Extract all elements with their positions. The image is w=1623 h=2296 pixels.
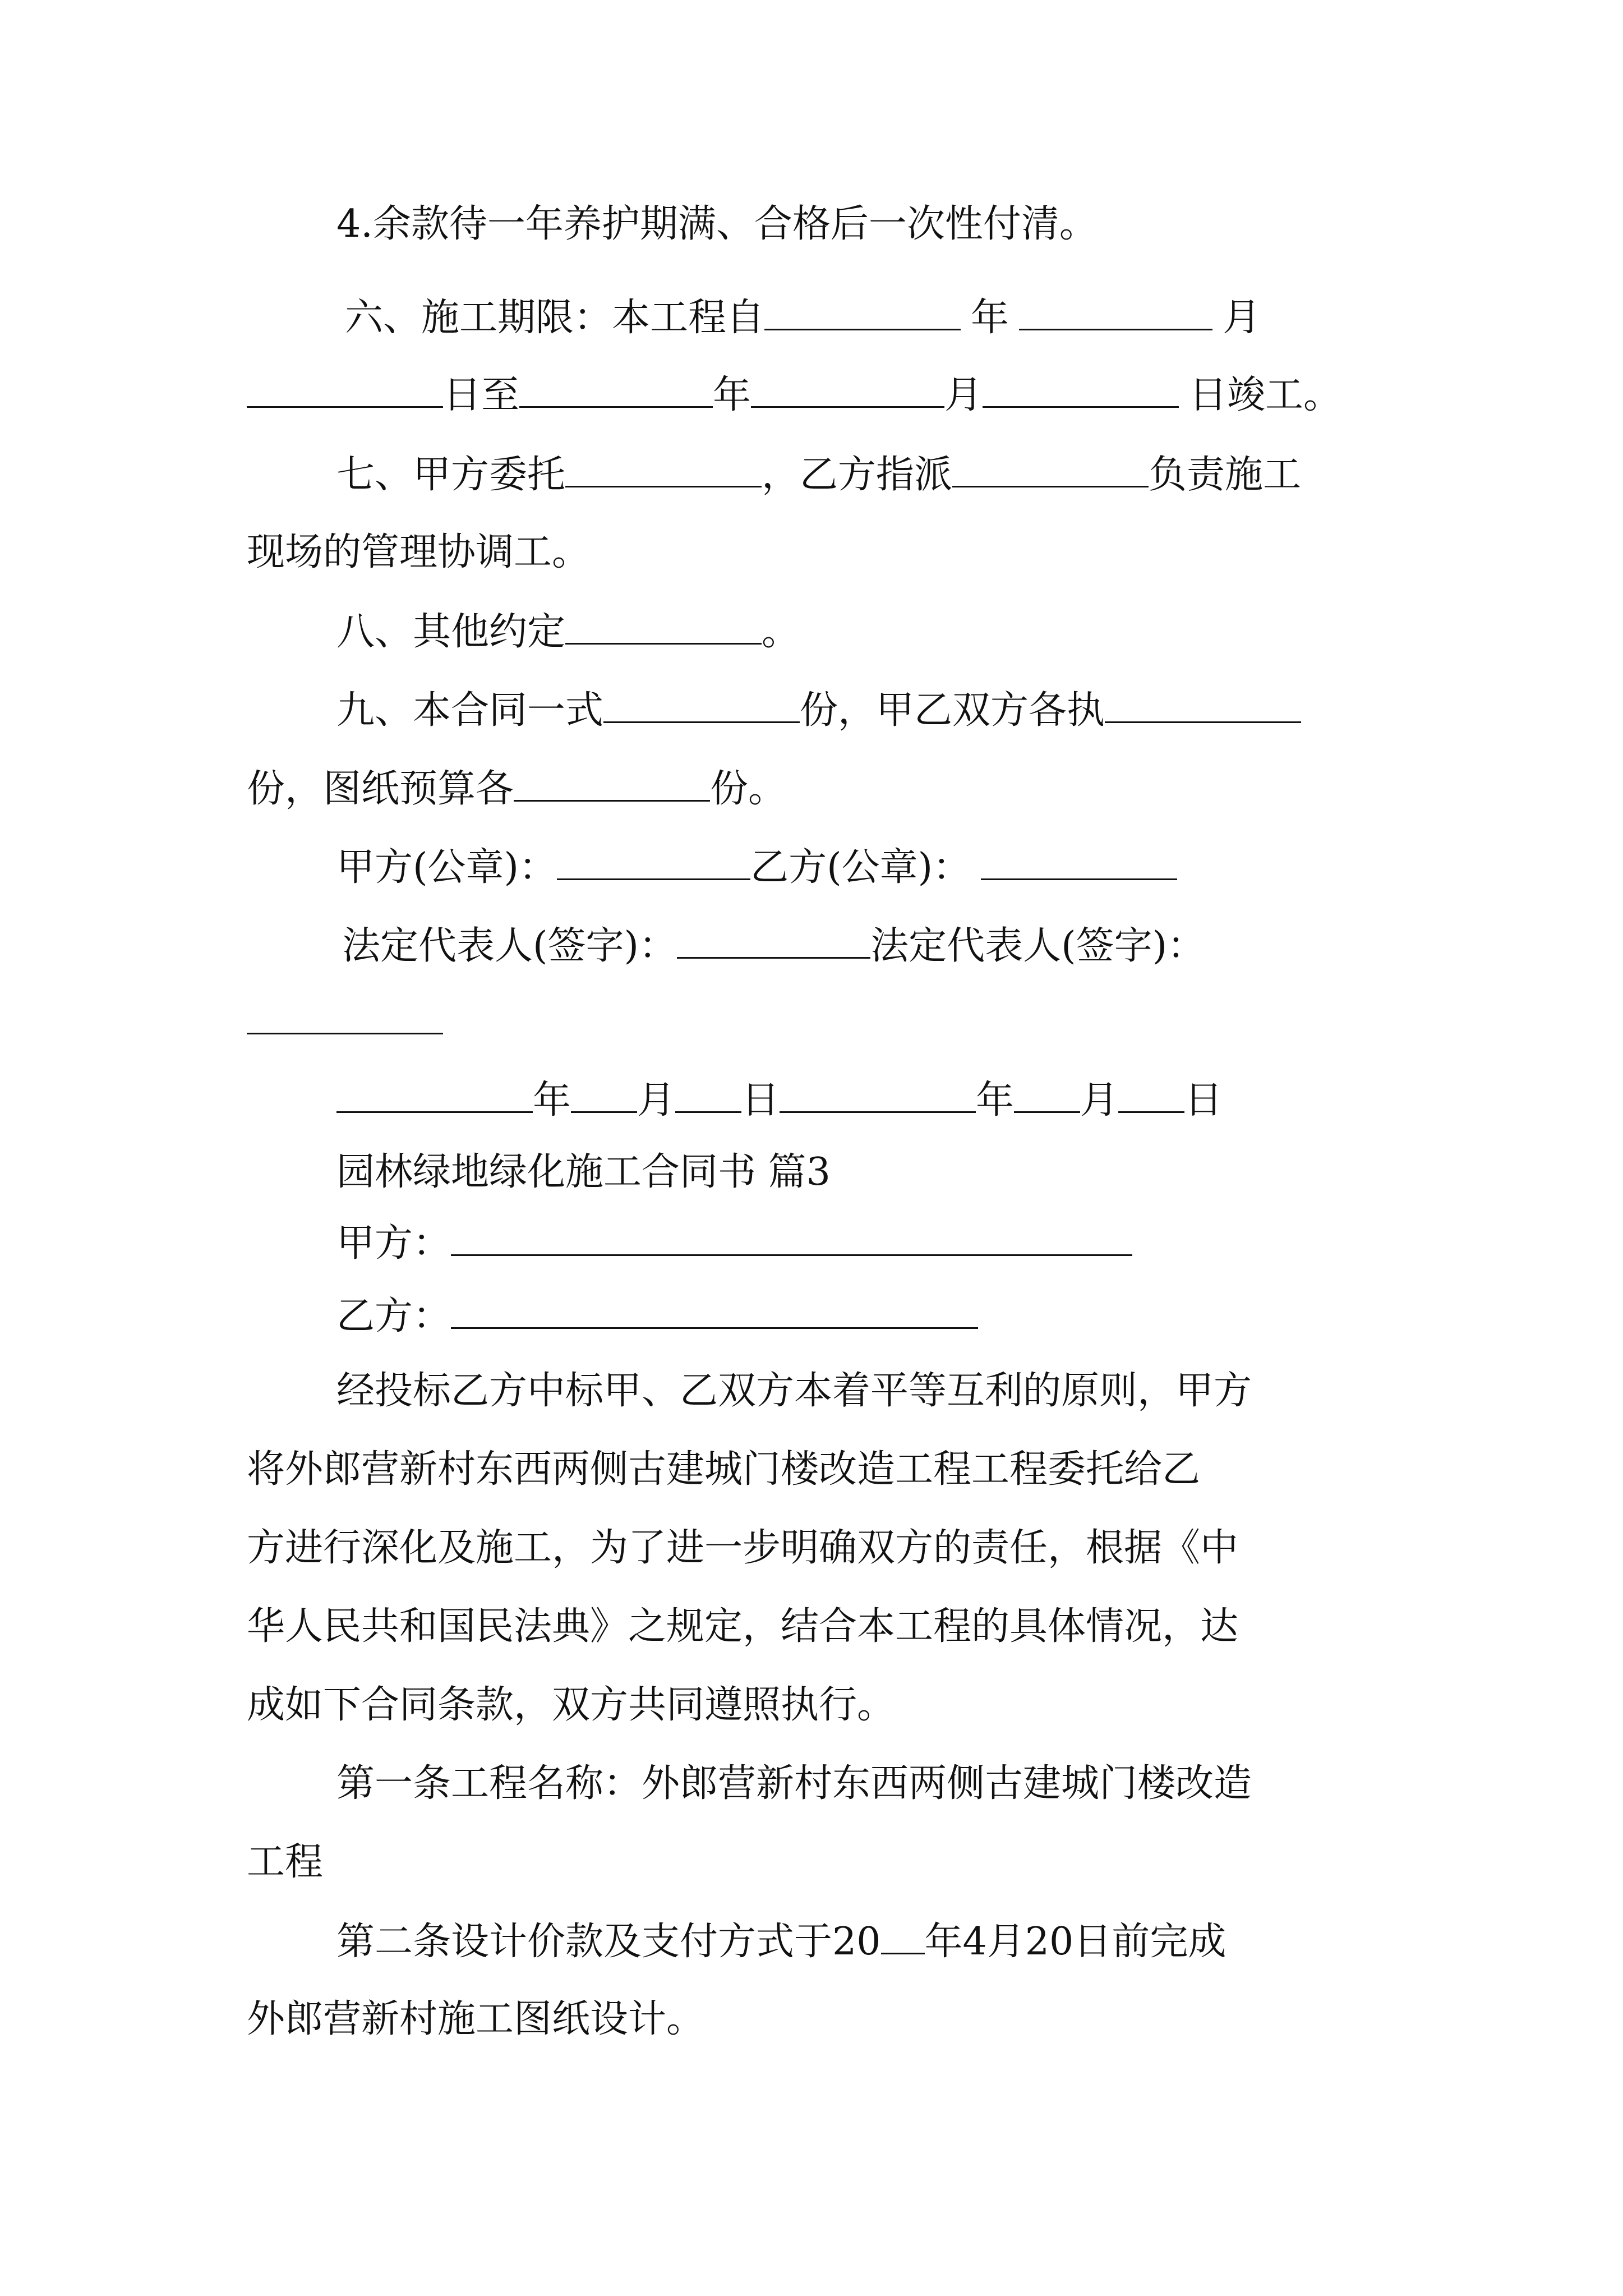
party-b-label: 乙方： bbox=[336, 1294, 451, 1338]
article-1-line-2 bbox=[247, 1837, 323, 1888]
party-b-line bbox=[336, 1290, 978, 1341]
construction-period-line-2 bbox=[247, 369, 1341, 420]
party-a-representative-label: 法定代表人(签字)： bbox=[342, 924, 677, 968]
payment-clause-4-text: 4.余款待一年养护期满、合格后一次性付清。 bbox=[336, 202, 1098, 246]
end-year-blank[interactable] bbox=[519, 369, 713, 408]
end-day-blank[interactable] bbox=[983, 369, 1179, 408]
completion-label: 日竣工。 bbox=[1189, 373, 1342, 417]
other-agreement-line bbox=[336, 606, 800, 656]
preamble-line-5 bbox=[247, 1680, 895, 1731]
preamble-line-3 bbox=[247, 1523, 1238, 1573]
construction-period-line-1 bbox=[345, 292, 1261, 342]
copies-line-2 bbox=[247, 763, 786, 813]
month-label: 月 bbox=[637, 1078, 676, 1122]
day-to-label: 日至 bbox=[443, 373, 520, 417]
article-2-text: 第二条设计价款及支付方式于20 bbox=[336, 1920, 881, 1964]
article-1-text: 工程 bbox=[247, 1840, 324, 1884]
other-agreement-blank[interactable] bbox=[565, 606, 762, 645]
article-1-line-1 bbox=[336, 1759, 1252, 1809]
copies-each-blank[interactable] bbox=[1105, 684, 1301, 723]
copies-line-1 bbox=[336, 684, 1301, 735]
start-month-blank[interactable] bbox=[1019, 292, 1212, 330]
representative-line bbox=[342, 920, 1205, 970]
date-line bbox=[336, 1074, 1223, 1125]
day-label: 日 bbox=[741, 1078, 780, 1122]
preamble-text: 华人民共和国民法典》之规定，结合本工程的具体情况，达 bbox=[247, 1604, 1239, 1649]
contract-title: 园林绿地绿化施工合同书 篇3 bbox=[336, 1150, 831, 1194]
party-a-label: 甲方： bbox=[336, 1221, 451, 1266]
site-management-text: 现场的管理协调工。 bbox=[247, 530, 591, 574]
start-year-blank[interactable] bbox=[764, 292, 961, 330]
party-b-seal-label: 乙方(公章)： bbox=[750, 845, 971, 890]
delegation-line-2 bbox=[247, 527, 590, 578]
year-label: 年 bbox=[713, 373, 751, 417]
preamble-line-4 bbox=[247, 1602, 1238, 1652]
year-label: 年 bbox=[976, 1078, 1015, 1122]
delegation-line bbox=[336, 449, 1301, 499]
article-2-text: 年4月20日前完成 bbox=[924, 1920, 1227, 1964]
party-b-seal-blank[interactable] bbox=[981, 841, 1177, 880]
construction-period-label: 六、施工期限：本工程自 bbox=[345, 296, 765, 340]
party-b-assign-blank[interactable] bbox=[952, 449, 1149, 487]
drawings-label: 份，图纸预算各 bbox=[247, 767, 514, 811]
year-suffix-blank[interactable] bbox=[881, 1916, 925, 1954]
section-title bbox=[336, 1147, 831, 1198]
payment-clause-4 bbox=[336, 199, 1098, 250]
party-b-year-blank[interactable] bbox=[780, 1074, 976, 1113]
party-a-seal-blank[interactable] bbox=[557, 841, 750, 880]
article-1-text: 第一条工程名称：外郎营新村东西两侧古建城门楼改造 bbox=[336, 1761, 1252, 1806]
month-label: 月 bbox=[944, 373, 983, 417]
article-2-line-2 bbox=[247, 1994, 704, 2045]
period-punct: 。 bbox=[762, 610, 800, 654]
preamble-line-1 bbox=[336, 1366, 1252, 1416]
party-a-day-blank[interactable] bbox=[675, 1074, 741, 1113]
seal-line bbox=[336, 841, 1177, 892]
article-2-text: 外郎营新村施工图纸设计。 bbox=[247, 1997, 705, 2041]
other-agreement-label: 八、其他约定 bbox=[336, 610, 566, 654]
preamble-text: 方进行深化及施工，为了进一步明确双方的责任，根据《中 bbox=[247, 1526, 1239, 1570]
copies-each-label: 份，甲乙双方各执 bbox=[800, 688, 1105, 733]
copies-total-blank[interactable] bbox=[603, 684, 800, 723]
party-a-name-blank[interactable] bbox=[451, 1217, 1132, 1256]
copies-suffix: 份。 bbox=[710, 767, 787, 811]
end-month-blank[interactable] bbox=[751, 369, 944, 408]
party-a-delegate-blank[interactable] bbox=[565, 449, 762, 487]
article-2-line-1 bbox=[336, 1916, 1226, 1966]
party-b-representative-blank[interactable] bbox=[247, 996, 443, 1034]
party-b-name-blank[interactable] bbox=[451, 1290, 978, 1329]
representative-line-2 bbox=[247, 996, 443, 1046]
month-label: 月 bbox=[1080, 1078, 1119, 1122]
preamble-text: 成如下合同条款，双方共同遵照执行。 bbox=[247, 1683, 896, 1727]
party-a-month-blank[interactable] bbox=[571, 1074, 637, 1113]
preamble-line-2 bbox=[247, 1444, 1200, 1495]
preamble-text: 经投标乙方中标甲、乙双方本着平等互利的原则，甲方 bbox=[336, 1369, 1252, 1413]
party-b-assign-label: ，乙方指派 bbox=[762, 453, 953, 497]
party-b-day-blank[interactable] bbox=[1118, 1074, 1184, 1113]
party-b-representative-label: 法定代表人(签字)： bbox=[870, 924, 1206, 968]
drawings-copies-blank[interactable] bbox=[514, 763, 710, 802]
party-a-delegate-label: 七、甲方委托 bbox=[336, 453, 566, 497]
preamble-text: 将外郎营新村东西两侧古建城门楼改造工程工程委托给乙 bbox=[247, 1447, 1201, 1492]
party-b-month-blank[interactable] bbox=[1014, 1074, 1080, 1113]
party-a-seal-label: 甲方(公章)： bbox=[336, 845, 557, 890]
year-label: 年 bbox=[971, 296, 1009, 340]
responsible-label: 负责施工 bbox=[1149, 453, 1302, 497]
start-day-blank[interactable] bbox=[247, 369, 443, 408]
party-a-line bbox=[336, 1217, 1132, 1268]
party-a-year-blank[interactable] bbox=[336, 1074, 533, 1113]
party-a-representative-blank[interactable] bbox=[677, 920, 870, 959]
month-label: 月 bbox=[1223, 296, 1261, 340]
day-label: 日 bbox=[1184, 1078, 1223, 1122]
year-label: 年 bbox=[533, 1078, 571, 1122]
copies-label: 九、本合同一式 bbox=[336, 688, 604, 733]
